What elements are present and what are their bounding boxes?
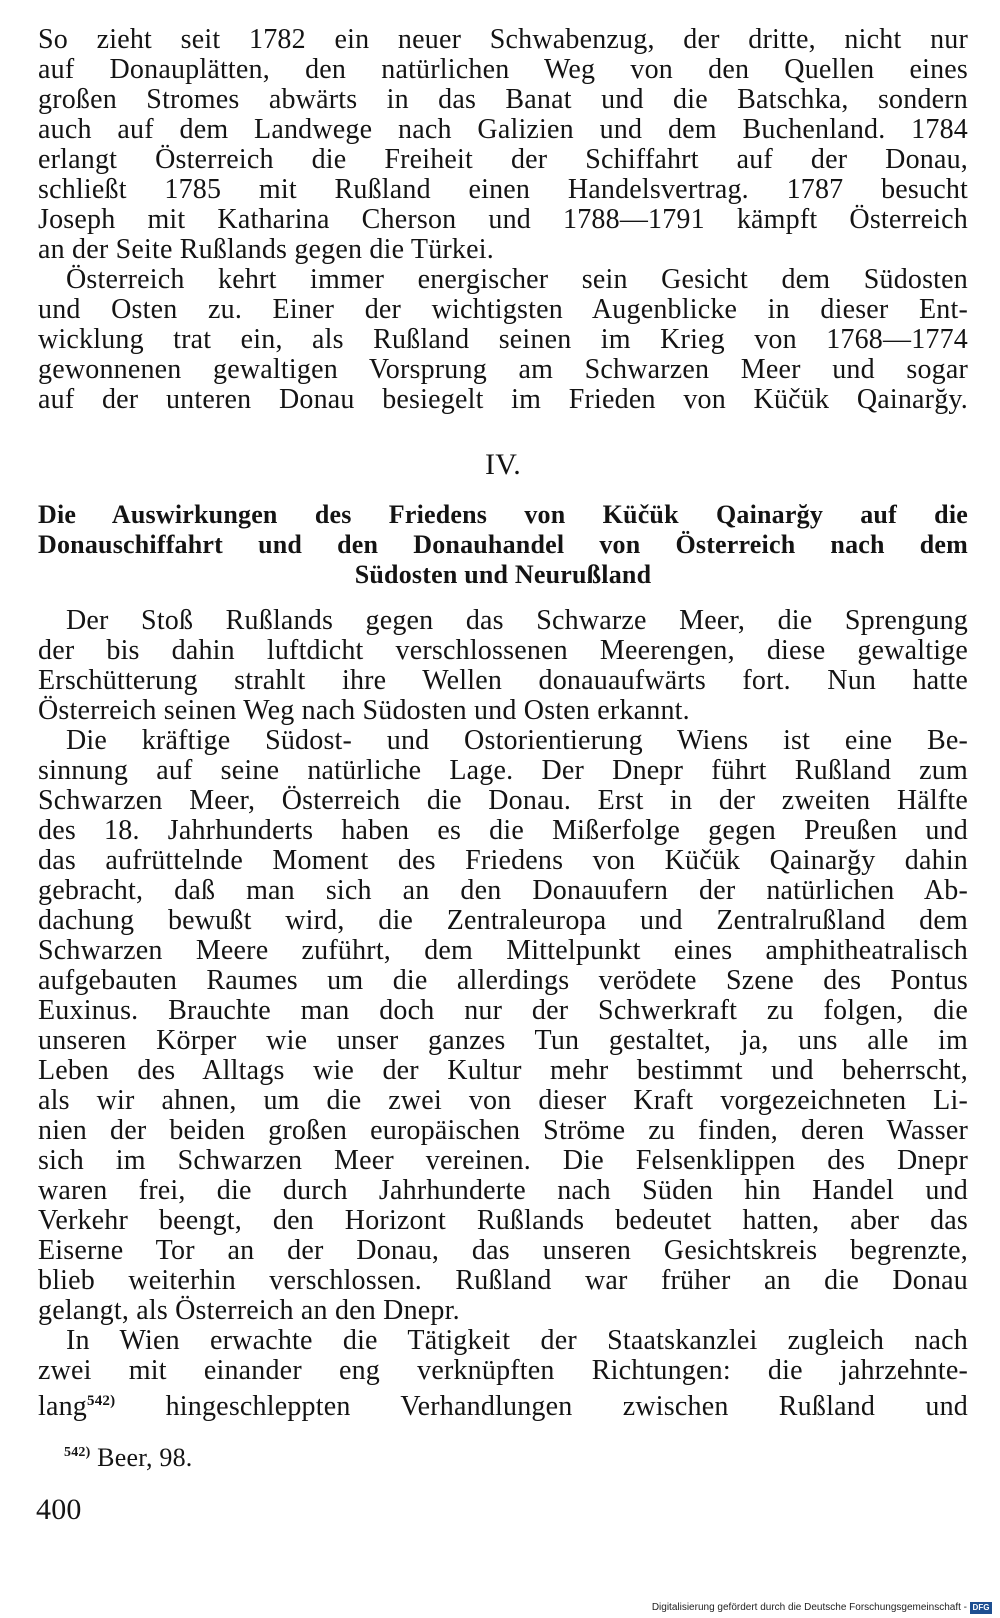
text-line: der bis dahin luftdicht verschlossenen Meerengen, diese gewaltige [38,635,968,666]
text-line: an der Seite Rußlands gegen die Türkei. [38,234,494,265]
text-line-with-footnote-ref [38,1386,968,1422]
section-heading-line: Donauschiffahrt und den Donauhandel von Österreich nach dem [38,530,968,559]
text-line: auf der unteren Donau besiegelt im Frieden von Küčük Qainarğy. [38,384,968,415]
footnote-marker: 542) [64,1445,91,1460]
text-line: sinnung auf seine natürliche Lage. Der Dnepr führt Rußland zum [38,755,968,786]
text-line: großen Stromes abwärts in das Banat und die Batschka, sondern [38,84,968,115]
text-line: das aufrüttelnde Moment des Friedens von Küčük Qainarğy dahin [38,845,968,876]
text-line: sich im Schwarzen Meer vereinen. Die Felsenklippen des Dnepr [38,1145,968,1176]
text-line: auch auf dem Landwege nach Galizien und dem Buchenland. 1784 [38,114,968,145]
text-line: gelangt, als Österreich an den Dnepr. [38,1295,460,1326]
text-line: gewonnenen gewaltigen Vorsprung am Schwarzen Meer und sogar [38,354,968,385]
text-line: als wir ahnen, um die zwei von dieser Kraft vorgezeichneten Li- [38,1085,968,1116]
text-line: So zieht seit 1782 ein neuer Schwabenzug, der dritte, nicht nur [38,24,968,55]
text-line: Schwarzen Meere zuführt, dem Mittelpunkt eines amphitheatralisch [38,935,968,966]
text-line: erlangt Österreich die Freiheit der Schiffahrt auf der Donau, [38,144,968,175]
section-numeral: IV. [485,448,521,481]
text-line: wicklung trat ein, als Rußland seinen im Krieg von 1768—1774 [38,324,968,355]
digitization-credit [652,1601,992,1615]
text-line: aufgebauten Raumes um die allerdings verödete Szene des Pontus [38,965,968,996]
text-line: Österreich kehrt immer energischer sein Gesicht dem Südosten [66,264,968,295]
text-line: unseren Körper wie unser ganzes Tun gestaltet, ja, uns alle im [38,1025,968,1056]
credit-text: Digitalisierung gefördert durch die Deutsche Forschungsgemeinschaft - [651,1602,967,1613]
section-heading-line: Die Auswirkungen des Friedens von Küčük Qainarğy auf die [38,500,968,529]
footnote [64,1438,364,1472]
text-line: des 18. Jahrhunderts haben es die Mißerfolge gegen Preußen und [38,815,968,846]
text-line: Österreich seinen Weg nach Südosten und Osten erkannt. [38,695,690,726]
text-line: dachung bewußt wird, die Zentraleuropa und Zentralrußland dem [38,905,968,936]
text-line: Euxinus. Brauchte man doch nur der Schwerkraft zu folgen, die [38,995,968,1026]
text-line: nien der beiden großen europäischen Ströme zu finden, deren Wasser [38,1115,968,1146]
text-line: waren frei, die durch Jahrhunderte nach Süden hin Handel und [38,1175,968,1206]
section-heading-line: Südosten und Neurußland [354,560,652,589]
text-line: Erschütterung strahlt ihre Wellen donauaufwärts fort. Nun hatte [38,665,968,696]
text-line: Der Stoß Rußlands gegen das Schwarze Meer, die Sprengung [66,605,968,636]
line-text-before-ref: lang [38,1391,88,1422]
dfg-logo: DFG [970,1602,992,1614]
footnote-reference: 542) [87,1393,116,1409]
text-line: zwei mit einander eng verknüpften Richtungen: die jahrzehnte- [38,1355,968,1386]
footnote-text: Beer, 98. [90,1443,193,1472]
text-line: auf Donauplätten, den natürlichen Weg von den Quellen eines [38,54,968,85]
text-line: Leben des Alltags wie der Kultur mehr bestimmt und beherrscht, [38,1055,968,1086]
text-line: blieb weiterhin verschlossen. Rußland war früher an die Donau [38,1265,968,1296]
line-text-after-ref: hingeschleppten Verhandlungen zwischen Rußland und [115,1391,968,1422]
text-line: Die kräftige Südost- und Ostorientierung Wiens ist eine Be- [66,725,968,756]
text-line: schließt 1785 mit Rußland einen Handelsvertrag. 1787 besucht [38,174,968,205]
text-line: und Osten zu. Einer der wichtigsten Augenblicke in dieser Ent- [38,294,968,325]
text-line: Eiserne Tor an der Donau, das unseren Gesichtskreis begrenzte, [38,1235,968,1266]
text-line: gebracht, daß man sich an den Donauufern der natürlichen Ab- [38,875,968,906]
text-line: Schwarzen Meer, Österreich die Donau. Erst in der zweiten Hälfte [38,785,968,816]
text-line: In Wien erwachte die Tätigkeit der Staatskanzlei zugleich nach [66,1325,968,1356]
text-line: Verkehr beengt, den Horizont Rußlands bedeutet hatten, aber das [38,1205,968,1236]
text-line: Joseph mit Katharina Cherson und 1788—1791 kämpft Österreich [38,204,968,235]
page-number: 400 [36,1493,82,1526]
